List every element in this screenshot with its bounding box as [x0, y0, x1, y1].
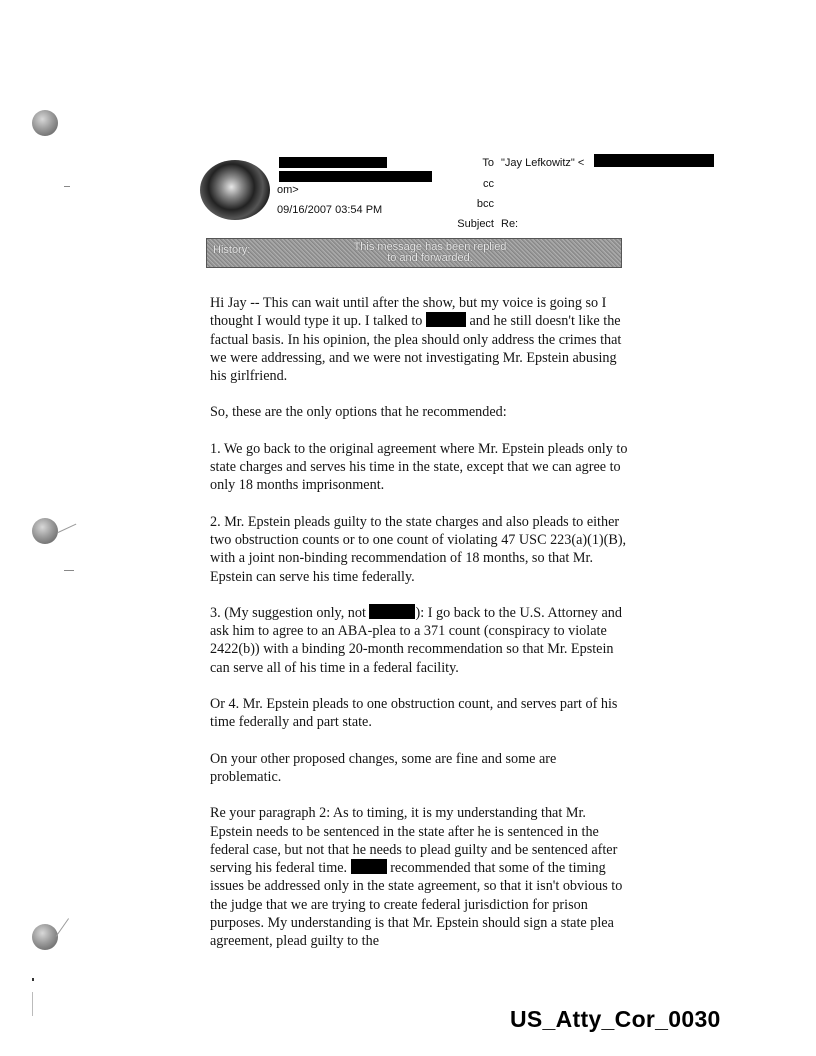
redaction-inline — [426, 312, 466, 327]
to-value: "Jay Lefkowitz" < — [501, 157, 585, 169]
bcc-label: bcc — [476, 198, 494, 210]
binder-hole-top — [32, 110, 58, 136]
sent-datetime: 09/16/2007 03:54 PM — [277, 204, 383, 216]
to-label: To — [482, 157, 494, 169]
scan-speck — [32, 992, 33, 1016]
history-message-line-1: This message has been replied — [353, 241, 507, 253]
redaction-sender-name — [279, 157, 387, 168]
paragraph-greeting: Hi Jay -- This can wait until after the show, but my voice is going so I thought I would type it up. I talked to and he still doesn't like the factual basis. In his opinion, the plea should only address the crimes that we were addressing, and we were not investigating Mr. Epstein abusing his girlfriend. — [210, 295, 622, 385]
paragraph-options-intro: So, these are the only options that he recommended: — [210, 404, 507, 421]
paragraph-option-4: Or 4. Mr. Epstein pleads to one obstruction count, and serves part of his time federally and part state. — [210, 696, 618, 731]
redaction-recipient-email — [594, 154, 714, 167]
binder-hole-bottom — [32, 924, 58, 950]
cc-label: cc — [483, 178, 494, 190]
history-message-line-2: to and forwarded. — [387, 252, 473, 264]
paragraph-option-1: 1. We go back to the original agreement where Mr. Epstein pleads only to state charges and serves his time in the state, except that we can agree to only 18 months imprisonment. — [210, 440, 628, 494]
sender-email-suffix: om> — [277, 184, 299, 196]
scan-speck — [64, 570, 74, 571]
scan-speck — [32, 978, 34, 981]
bates-number: US_Atty_Cor_0030 — [510, 1006, 721, 1032]
subject-value: Re: — [501, 218, 519, 230]
email-body — [210, 294, 630, 969]
paragraph-timing: Re your paragraph 2: As to timing, it is my understanding that Mr. Epstein needs to be sentenced in the state after he is sentenced in the federal case, but not that he needs to plead guilty and be sentenced after serving his federal time. recommended that some of the timing issues be addressed only in the state agreement, so that it isn't obvious to the judge that we are trying to create federal jurisdiction for prison purposes. My understanding is that Mr. Epstein should sign a state plea agreement, plead guilty to the — [210, 805, 623, 950]
redaction-inline — [351, 859, 387, 874]
scan-speck — [64, 186, 70, 187]
scan-streak — [56, 918, 69, 937]
binder-hole-middle — [32, 518, 58, 544]
redaction-inline — [369, 604, 415, 619]
history-message — [335, 242, 525, 264]
redaction-sender-email — [279, 171, 432, 182]
subject-label: Subject — [457, 218, 494, 230]
paragraph-option-2: 2. Mr. Epstein pleads guilty to the state charges and also pleads to either two obstruction counts or to one count of violating 47 USC 223(a)(1)(B), with a joint non-binding recommendation of 18 months, so that Mr. Epstein can serve his time federally. — [210, 513, 627, 585]
sender-avatar — [200, 160, 270, 220]
scan-streak — [58, 524, 77, 533]
paragraph-option-3: 3. (My suggestion only, not ): I go back to the U.S. Attorney and ask him to agree to an ABA-plea to a 371 count (conspiracy to violate 2422(b)) with a binding 20-month recommendation so that Mr. Epstein can serve all of his time in a federal facility. — [210, 604, 622, 676]
history-bar — [206, 238, 622, 268]
history-label: History: — [213, 244, 251, 256]
paragraph-other-changes: On your other proposed changes, some are fine and some are problematic. — [210, 750, 557, 785]
